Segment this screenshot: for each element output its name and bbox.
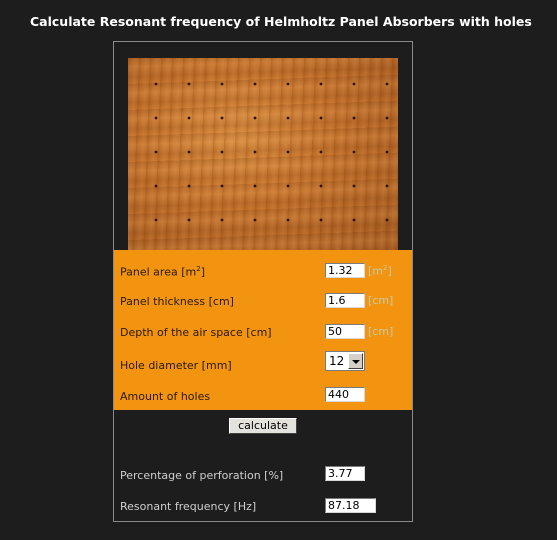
panel-hole xyxy=(155,219,158,222)
panel-hole xyxy=(188,151,191,154)
panel-hole xyxy=(254,185,257,188)
panel-hole xyxy=(320,151,323,154)
calculator-panel xyxy=(113,41,413,522)
panel-hole xyxy=(287,83,290,86)
panel-hole xyxy=(221,83,224,86)
panel-hole xyxy=(221,151,224,154)
resonant-frequency-label: Resonant frequency [Hz] xyxy=(120,500,257,513)
panel-area-unit: $[m^2]$ xyxy=(368,264,392,278)
hole-diameter-label: Hole diameter [mm] xyxy=(120,359,232,372)
panel-hole xyxy=(386,219,389,222)
panel-hole xyxy=(386,83,389,86)
panel-hole xyxy=(254,117,257,120)
panel-hole xyxy=(155,185,158,188)
chevron-down-icon[interactable] xyxy=(348,353,363,369)
panel-hole xyxy=(155,151,158,154)
panel-hole xyxy=(386,185,389,188)
panel-hole xyxy=(353,117,356,120)
air-space-input[interactable]: 50 xyxy=(325,324,365,339)
perforated-wood-panel-image xyxy=(128,58,398,250)
panel-hole xyxy=(188,185,191,188)
air-space-label: Depth of the air space [cm] xyxy=(120,326,272,339)
perforation-output: 3.77 xyxy=(325,466,365,481)
panel-area-label: Panel area $[m^2]$ xyxy=(120,265,205,279)
panel-hole xyxy=(254,151,257,154)
panel-hole xyxy=(188,117,191,120)
panel-hole xyxy=(287,151,290,154)
air-space-unit: [cm] xyxy=(368,325,394,338)
panel-thickness-unit: [cm] xyxy=(368,294,394,307)
amount-of-holes-input[interactable]: 440 xyxy=(325,387,365,402)
panel-hole xyxy=(386,151,389,154)
panel-hole xyxy=(254,219,257,222)
panel-hole xyxy=(287,185,290,188)
panel-hole xyxy=(353,185,356,188)
panel-holes xyxy=(128,58,398,250)
panel-hole xyxy=(221,219,224,222)
page-title: Calculate Resonant frequency of Helmholtz Panel Absorbers with holes xyxy=(30,14,532,29)
panel-hole xyxy=(221,117,224,120)
panel-hole xyxy=(353,219,356,222)
panel-hole xyxy=(287,219,290,222)
perforation-label: Percentage of perforation [%] xyxy=(120,469,284,482)
panel-thickness-input[interactable]: 1.6 xyxy=(325,293,365,308)
panel-hole xyxy=(188,219,191,222)
panel-hole xyxy=(320,83,323,86)
panel-hole xyxy=(188,83,191,86)
panel-hole xyxy=(221,185,224,188)
resonant-frequency-output: 87.18 xyxy=(325,498,376,513)
panel-hole xyxy=(386,117,389,120)
panel-hole xyxy=(254,83,257,86)
panel-hole xyxy=(353,83,356,86)
hole-diameter-select[interactable] xyxy=(325,351,365,371)
amount-of-holes-label: Amount of holes xyxy=(120,390,211,403)
panel-hole xyxy=(287,117,290,120)
calculate-button[interactable]: calculate xyxy=(229,418,297,434)
panel-hole xyxy=(353,151,356,154)
panel-hole xyxy=(320,117,323,120)
panel-hole xyxy=(320,185,323,188)
panel-thickness-label: Panel thickness [cm] xyxy=(120,295,234,308)
panel-hole xyxy=(155,83,158,86)
hole-diameter-value: 12 xyxy=(329,354,345,368)
input-section xyxy=(114,250,412,410)
panel-area-input[interactable]: 1.32 xyxy=(325,263,365,278)
panel-hole xyxy=(320,219,323,222)
panel-hole xyxy=(155,117,158,120)
